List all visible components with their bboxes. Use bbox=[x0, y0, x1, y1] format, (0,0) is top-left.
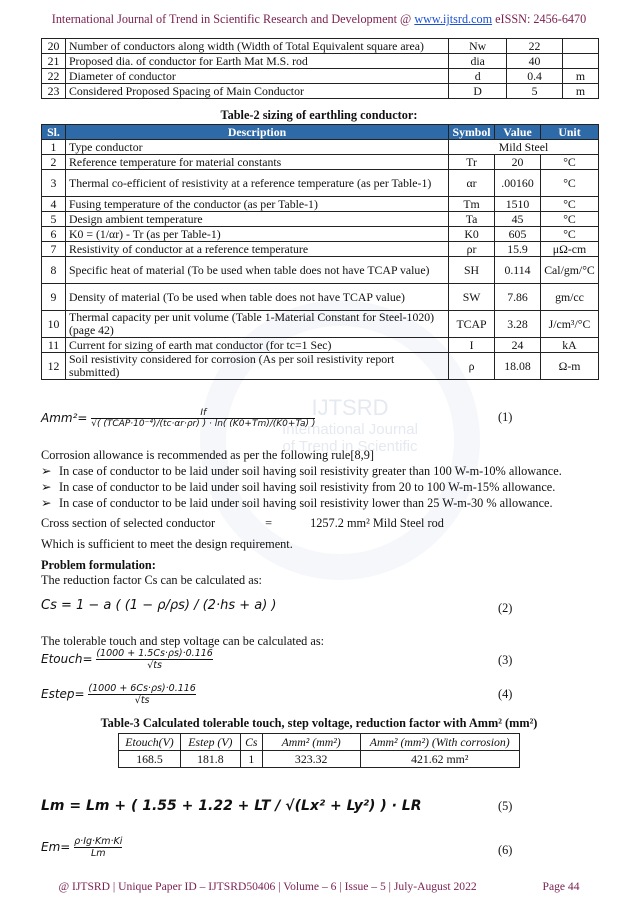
formula-4: Estep= $\frac{(1000 + 6Cs\cdot\rho s)\cdot 0.116}{√ts}$ bbox=[41, 683, 196, 706]
tolerable-voltage-table bbox=[118, 733, 520, 768]
footer-info: @ IJTSRD | Unique Paper ID – IJTSRD50406 | Volume – 6 | Issue – 5 | July-August 2022 bbox=[58, 880, 477, 893]
page-number: Page 44 bbox=[542, 880, 580, 893]
header-prefix: International Journal of Trend in Scientific Research and Development @ bbox=[51, 12, 412, 26]
row-symbol: dia bbox=[449, 54, 507, 69]
bullet-item: ➢ In case of conductor to be laid under soil having soil resistivity greater than 100 W-m-10% allowance. bbox=[41, 464, 562, 478]
equation-number-6: (6) bbox=[498, 843, 513, 857]
table2-row bbox=[42, 311, 599, 338]
row-description: Proposed dia. of conductor for Earth Mat M.S. rod bbox=[65, 54, 448, 69]
row-unit: J/cm³/°C bbox=[541, 311, 599, 338]
row-symbol: Nw bbox=[449, 39, 507, 54]
row-symbol: ρ bbox=[449, 353, 495, 380]
formula-5: Lm = Lm + ( 1.55 + 1.22 + LT / √(Lx² + Ly²) ) · LR bbox=[41, 798, 422, 814]
table2-caption: Table-2 sizing of earthling conductor: bbox=[220, 108, 418, 122]
row-value: 22 bbox=[507, 39, 563, 54]
row-number: 6 bbox=[42, 227, 66, 242]
row-symbol: I bbox=[449, 338, 495, 353]
table3-value-row bbox=[119, 751, 520, 768]
arrow-bullet-icon: ➢ bbox=[41, 496, 52, 510]
arrow-bullet-icon: ➢ bbox=[41, 464, 52, 478]
table2-row bbox=[42, 212, 599, 227]
row-unit: °C bbox=[541, 197, 599, 212]
row-unit: °C bbox=[541, 170, 599, 197]
row-symbol: Tm bbox=[449, 197, 495, 212]
row-value: Mild Steel bbox=[449, 140, 599, 155]
row-number: 12 bbox=[42, 353, 66, 380]
row-description: Thermal co-efficient of resistivity at a reference temperature (as per Table-1) bbox=[65, 170, 448, 197]
table2-row bbox=[42, 284, 599, 311]
row-symbol: d bbox=[449, 69, 507, 84]
header-value: Value bbox=[495, 125, 541, 140]
table2-header-row bbox=[42, 125, 599, 140]
table2-row bbox=[42, 155, 599, 170]
table3-header-cell: Amm² (mm²) bbox=[262, 734, 360, 751]
row-number: 9 bbox=[42, 284, 66, 311]
row-symbol: D bbox=[449, 84, 507, 99]
earthing-conductor-table bbox=[41, 124, 599, 380]
table1-row bbox=[42, 69, 599, 84]
row-number: 5 bbox=[42, 212, 66, 227]
formula-3: Etouch= $\frac{(1000 + 1.5Cs\cdot\rho s)\cdot 0.116}{√ts}$ bbox=[41, 648, 213, 671]
row-symbol: αr bbox=[449, 170, 495, 197]
table3-value-cell: 181.8 bbox=[180, 751, 240, 768]
table3-header-row bbox=[119, 734, 520, 751]
table3-header-cell: Amm² (mm²) (With corrosion) bbox=[360, 734, 520, 751]
row-unit: m bbox=[563, 69, 599, 84]
table2-row bbox=[42, 170, 599, 197]
table3-header-cell: Estep (V) bbox=[180, 734, 240, 751]
table3-value-cell: 168.5 bbox=[119, 751, 181, 768]
row-description: Considered Proposed Spacing of Main Conductor bbox=[65, 84, 448, 99]
row-unit: μΩ-cm bbox=[541, 242, 599, 257]
row-description: Soil resistivity considered for corrosion (As per soil resistivity report submitted) bbox=[65, 353, 448, 380]
equation-number-2: (2) bbox=[498, 601, 513, 615]
table3-header-cell: Cs bbox=[240, 734, 262, 751]
row-number: 21 bbox=[42, 54, 66, 69]
row-symbol: K0 bbox=[449, 227, 495, 242]
parameter-table-continued bbox=[41, 38, 599, 99]
table3-header-cell: Etouch(V) bbox=[119, 734, 181, 751]
row-unit bbox=[563, 39, 599, 54]
row-description: Reference temperature for material constants bbox=[65, 155, 448, 170]
table1-row bbox=[42, 54, 599, 69]
row-value: 0.4 bbox=[507, 69, 563, 84]
row-description: Resistivity of conductor at a reference temperature bbox=[65, 242, 448, 257]
row-unit: m bbox=[563, 84, 599, 99]
header-suffix: eISSN: 2456-6470 bbox=[495, 12, 587, 26]
row-description: Specific heat of material (To be used when table does not have TCAP value) bbox=[65, 257, 448, 284]
arrow-bullet-icon: ➢ bbox=[41, 480, 52, 494]
row-unit: °C bbox=[541, 212, 599, 227]
table2-row bbox=[42, 140, 599, 155]
table2-row bbox=[42, 338, 599, 353]
header-symbol: Symbol bbox=[449, 125, 495, 140]
bullet-item: ➢ In case of conductor to be laid under soil having soil resistivity from 20 to 100 W-m-15% allowance. bbox=[41, 480, 556, 494]
sufficient-line: Which is sufficient to meet the design requirement. bbox=[41, 537, 293, 551]
row-unit bbox=[563, 54, 599, 69]
journal-header bbox=[0, 12, 638, 27]
row-number: 3 bbox=[42, 170, 66, 197]
row-value: 3.28 bbox=[495, 311, 541, 338]
page-footer bbox=[0, 880, 638, 893]
table2-row bbox=[42, 257, 599, 284]
row-value: 18.08 bbox=[495, 353, 541, 380]
watermark-text: IJTSRD International Journal of Trend in Scientific bbox=[282, 395, 418, 455]
row-unit: Cal/gm/°C bbox=[541, 257, 599, 284]
table2-row bbox=[42, 242, 599, 257]
table3-value-cell: 323.32 bbox=[262, 751, 360, 768]
row-value: 0.114 bbox=[495, 257, 541, 284]
row-value: 24 bbox=[495, 338, 541, 353]
row-unit: °C bbox=[541, 227, 599, 242]
row-value: .00160 bbox=[495, 170, 541, 197]
tolerable-paragraph: The tolerable touch and step voltage can be calculated as: bbox=[41, 634, 325, 648]
row-number: 8 bbox=[42, 257, 66, 284]
row-value: 20 bbox=[495, 155, 541, 170]
header-unit: Unit bbox=[541, 125, 599, 140]
row-description: Number of conductors along width (Width of Total Equivalent square area) bbox=[65, 39, 448, 54]
row-number: 7 bbox=[42, 242, 66, 257]
problem-heading: Problem formulation: bbox=[41, 558, 156, 572]
journal-link[interactable]: www.ijtsrd.com bbox=[414, 12, 493, 26]
equation-number-3: (3) bbox=[498, 653, 513, 667]
row-description: Type conductor bbox=[65, 140, 448, 155]
row-unit: Ω-m bbox=[541, 353, 599, 380]
formula-6: Em= $\frac{\rho\cdot Ig\cdot Km\cdot Ki}{Lm}$ bbox=[41, 836, 123, 859]
row-symbol: SH bbox=[449, 257, 495, 284]
row-unit: kA bbox=[541, 338, 599, 353]
row-description: K0 = (1/αr) - Tr (as per Table-1) bbox=[65, 227, 448, 242]
cross-section-line: Cross section of selected conductor = 1257.2 mm² Mild Steel rod bbox=[41, 516, 444, 530]
row-value: 40 bbox=[507, 54, 563, 69]
header-sl: Sl. bbox=[42, 125, 66, 140]
table1-row bbox=[42, 39, 599, 54]
row-value: 1510 bbox=[495, 197, 541, 212]
table3-value-cell: 421.62 mm² bbox=[360, 751, 520, 768]
row-symbol: ρr bbox=[449, 242, 495, 257]
header-description: Description bbox=[65, 125, 448, 140]
formula-2: Cs = 1 − a ( (1 − ρ/ρs) / (2·hs + a) ) bbox=[41, 598, 277, 613]
table3-value-cell: 1 bbox=[240, 751, 262, 768]
row-description: Fusing temperature of the conductor (as per Table-1) bbox=[65, 197, 448, 212]
row-symbol: SW bbox=[449, 284, 495, 311]
equation-number-4: (4) bbox=[498, 687, 513, 701]
row-number: 11 bbox=[42, 338, 66, 353]
row-number: 10 bbox=[42, 311, 66, 338]
row-description: Current for sizing of earth mat conductor (for tc=1 Sec) bbox=[65, 338, 448, 353]
equation-number-5: (5) bbox=[498, 799, 513, 813]
row-description: Design ambient temperature bbox=[65, 212, 448, 227]
row-number: 4 bbox=[42, 197, 66, 212]
row-number: 20 bbox=[42, 39, 66, 54]
equation-number-1: (1) bbox=[498, 410, 513, 424]
row-value: 605 bbox=[495, 227, 541, 242]
row-unit: °C bbox=[541, 155, 599, 170]
table3-caption: Table-3 Calculated tolerable touch, step voltage, reduction factor with Amm² (mm²) bbox=[100, 716, 538, 730]
row-number: 2 bbox=[42, 155, 66, 170]
row-description: Diameter of conductor bbox=[65, 69, 448, 84]
row-symbol: TCAP bbox=[449, 311, 495, 338]
reduction-paragraph: The reduction factor Cs can be calculated as: bbox=[41, 573, 262, 587]
formula-1: Amm²= If √( (TCAP·10⁻⁴)/(tc·αr·ρr) ) · ln( (K0+Tm)/(K0+Ta) ) bbox=[41, 408, 316, 429]
corrosion-paragraph: Corrosion allowance is recommended as per the following rule[8,9] bbox=[41, 448, 374, 462]
row-description: Thermal capacity per unit volume (Table 1-Material Constant for Steel-1020) (page 42) bbox=[65, 311, 448, 338]
row-value: 5 bbox=[507, 84, 563, 99]
row-number: 23 bbox=[42, 84, 66, 99]
table2-row bbox=[42, 353, 599, 380]
table2-row bbox=[42, 197, 599, 212]
row-value: 45 bbox=[495, 212, 541, 227]
row-symbol: Tr bbox=[449, 155, 495, 170]
table2-row bbox=[42, 227, 599, 242]
row-value: 7.86 bbox=[495, 284, 541, 311]
row-unit: gm/cc bbox=[541, 284, 599, 311]
bullet-item: ➢ In case of conductor to be laid under soil having soil resistivity lower than 25 W-m-30 % allowance. bbox=[41, 496, 553, 510]
row-symbol: Ta bbox=[449, 212, 495, 227]
row-number: 1 bbox=[42, 140, 66, 155]
table1-row bbox=[42, 84, 599, 99]
row-number: 22 bbox=[42, 69, 66, 84]
row-value: 15.9 bbox=[495, 242, 541, 257]
row-description: Density of material (To be used when table does not have TCAP value) bbox=[65, 284, 448, 311]
